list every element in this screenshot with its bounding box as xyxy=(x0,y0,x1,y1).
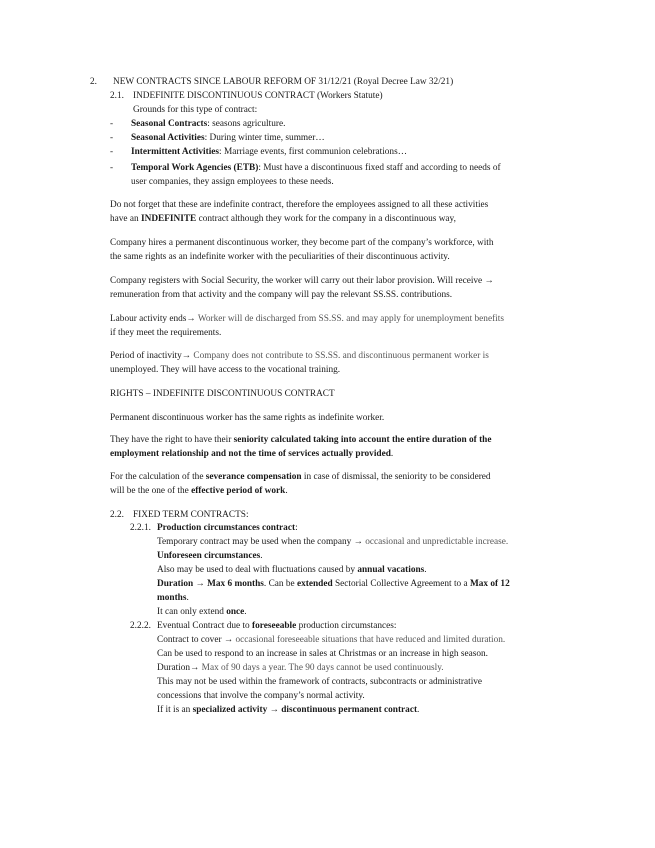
bullet-temporal-work-agencies: Temporal Work Agencies (ETB): Must have a discontinuous fixed staff and according to needs of xyxy=(131,163,501,173)
para-inactivity-line2: unemployed. They will have access to the vocational training. xyxy=(110,365,341,375)
s221-line1: Temporary contract may be used when the company → occasional and unpredictable increase. xyxy=(157,537,509,547)
bullet-seasonal-activities: Seasonal Activities: During winter time, summer… xyxy=(131,133,325,143)
bullet-intermittent-activities: Intermittent Activities: Marriage events, first communion celebrations… xyxy=(131,147,407,157)
s221-line6: It can only extend once. xyxy=(157,607,247,617)
section-2-number: 2. xyxy=(90,77,97,87)
s222-line2: Can be used to respond to an increase in sales at Christmas or an increase in high season. xyxy=(157,649,488,659)
para-activity-ends-line1: Labour activity ends→ Worker will de discharged from SS.SS. and may apply for unemployment benefits xyxy=(110,314,504,324)
rights-para-3-line1: For the calculation of the severance compensation in case of dismissal, the seniority to be considered xyxy=(110,472,491,482)
rights-para-1: Permanent discontinuous worker has the same rights as indefinite worker. xyxy=(110,413,385,423)
para-hires-line2: the same rights as an indefinite worker with the peculiarities of their discontinuous activity. xyxy=(110,252,450,262)
rights-para-2-line1: They have the right to have their seniority calculated taking into account the entire duration of the xyxy=(110,435,492,445)
para-forget-line1: Do not forget that these are indefinite contract, therefore the employees assigned to all these activities xyxy=(110,200,489,210)
section-2-2-1-title: Production circumstances contract: xyxy=(157,523,298,533)
s221-line3: Also may be used to deal with fluctuations caused by annual vacations. xyxy=(157,565,427,575)
section-2-2-number: 2.2. xyxy=(110,510,124,520)
section-2-2-1-number: 2.2.1. xyxy=(130,523,151,533)
s222-line6: If it is an specialized activity → discontinuous permanent contract. xyxy=(157,705,420,715)
bullet-temporal-work-agencies-cont: user companies, they assign employees to these needs. xyxy=(131,177,334,187)
section-2-1-number: 2.1. xyxy=(110,91,124,101)
rights-para-3-line2: will be the one of the effective period of work. xyxy=(110,486,288,496)
bullet-dash: - xyxy=(110,119,114,129)
s222-line5: concessions that involve the company’s normal activity. xyxy=(157,691,365,701)
para-registers-line1: Company registers with Social Security, the worker will carry out their labor provision. Will receive → xyxy=(110,276,494,286)
s222-line3: Duration→ Max of 90 days a year. The 90 days cannot be used continuously. xyxy=(157,663,444,673)
s221-line2: Unforeseen circumstances. xyxy=(157,551,263,561)
s222-line4: This may not be used within the framework of contracts, subcontracts or administrative xyxy=(157,677,483,687)
section-2-2-2-title: Eventual Contract due to foreseeable production circumstances: xyxy=(157,621,397,631)
section-2-2-title: FIXED TERM CONTRACTS: xyxy=(133,510,249,520)
section-2-title: NEW CONTRACTS SINCE LABOUR REFORM OF 31/12/21 (Royal Decree Law 32/21) xyxy=(113,77,454,87)
para-inactivity-line1: Period of inactivity→ Company does not contribute to SS.SS. and discontinuous permanent worker is xyxy=(110,351,489,361)
bullet-dash: - xyxy=(110,147,114,157)
section-2-1-title: INDEFINITE DISCONTINUOUS CONTRACT (Workers Statute) xyxy=(133,91,383,101)
rights-heading: RIGHTS – INDEFINITE DISCONTINUOUS CONTRACT xyxy=(110,389,335,399)
para-hires-line1: Company hires a permanent discontinuous worker, they become part of the company’s workforce, with xyxy=(110,238,494,248)
para-registers-line2: remuneration from that activity and the company will pay the relevant SS.SS. contributions. xyxy=(110,290,453,300)
bullet-dash: - xyxy=(110,133,114,143)
para-activity-ends-line2: if they meet the requirements. xyxy=(110,328,222,338)
s221-line4: Duration → Max 6 months. Can be extended Sectorial Collective Agreement to a Max of 12 xyxy=(157,579,510,589)
section-2-2-2-number: 2.2.2. xyxy=(130,621,151,631)
bullet-dash: - xyxy=(110,163,114,173)
bullet-seasonal-contracts: Seasonal Contracts: seasons agriculture. xyxy=(131,119,286,129)
para-forget-line2: have an INDEFINITE contract although they work for the company in a discontinuous way, xyxy=(110,214,456,224)
s221-line5: months. xyxy=(157,593,189,603)
rights-para-2-line2: employment relationship and not the time of services actually provided. xyxy=(110,449,394,459)
grounds-line: Grounds for this type of contract: xyxy=(133,105,258,115)
s222-line1: Contract to cover → occasional foreseeable situations that have reduced and limited duration. xyxy=(157,635,506,645)
